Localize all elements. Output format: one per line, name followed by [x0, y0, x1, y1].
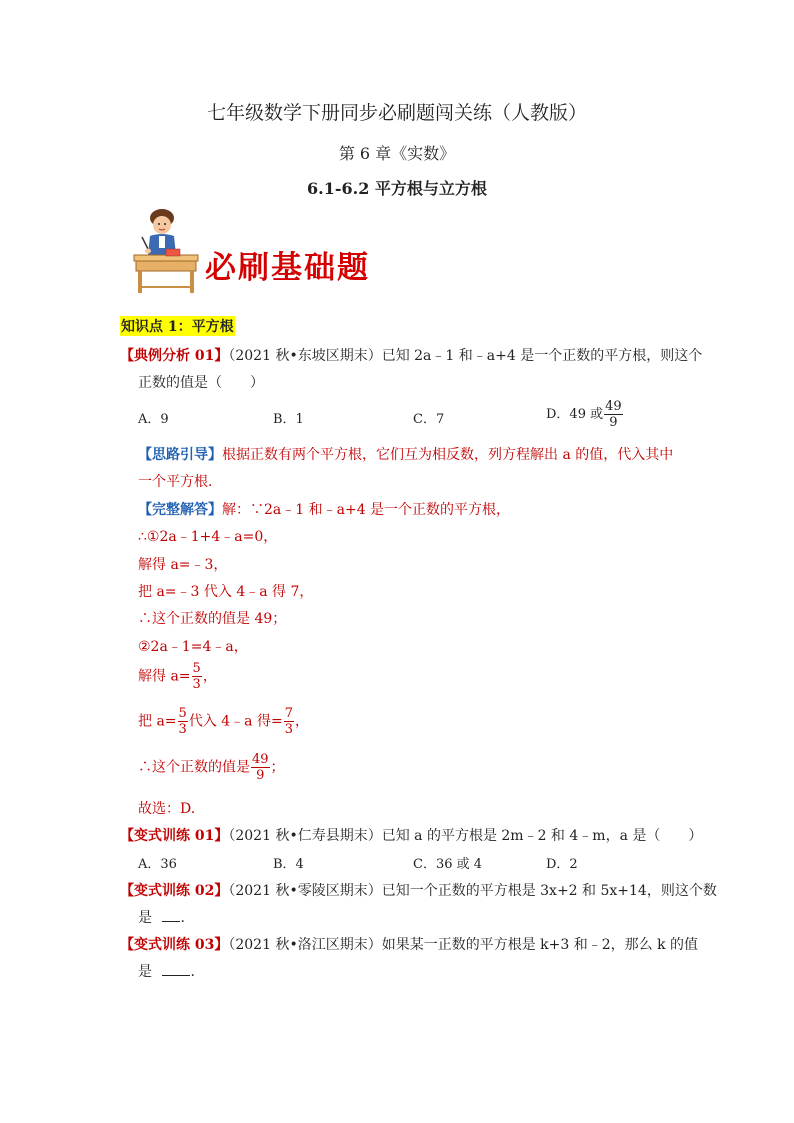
solution-line-7-fraction — [192, 661, 202, 692]
period: . — [180, 910, 185, 926]
exercise-3-text-end: 是 — [138, 964, 152, 980]
solution-line-10: 故选：D. — [138, 801, 196, 817]
example-question-line2: 正数的值是（ ） — [138, 375, 264, 391]
solution-line-9-end: ； — [270, 759, 285, 776]
exercise-1-text: （2021 秋•仁寿县期末）已知 a 的平方根是 2m﹣2 和 4﹣m，a 是（ ） — [228, 828, 703, 844]
example-option-d — [546, 399, 624, 430]
solution-line-8-fraction-1 — [178, 706, 188, 737]
fraction-denominator: 3 — [192, 677, 201, 692]
solution-line-5: ∴这个正数的值是 49； — [138, 611, 287, 627]
example-question-line1: （2021 秋•东坡区期末）已知 2a﹣1 和﹣a+4 是一个正数的平方根，则这个 — [228, 348, 703, 364]
solution-line-3: 解得 a=﹣3， — [138, 557, 228, 573]
exercise-3-line-1 — [120, 934, 698, 954]
fraction-numerator: 49 — [605, 399, 622, 414]
exercise-1-option-d: D．2 — [546, 857, 578, 872]
hint-line-1 — [138, 444, 673, 464]
example-option-a: A．9 — [138, 412, 169, 427]
example-option-b: B．1 — [273, 412, 304, 427]
hint-tag: 【思路引导】 — [138, 447, 222, 463]
student-desk-illustration — [130, 207, 202, 297]
solution-line-9 — [138, 752, 285, 783]
document-title: 七年级数学下册同步必刷题闯关练（人教版） — [206, 102, 587, 124]
fraction-numerator: 7 — [284, 706, 293, 721]
fraction-denominator: 9 — [256, 768, 265, 783]
solution-tag: 【完整解答】 — [138, 502, 222, 518]
chapter-title: 第 6 章《实数》 — [338, 144, 456, 163]
answer-blank[interactable] — [162, 963, 190, 976]
exercise-1-line — [120, 825, 702, 845]
exercise-1-option-a: A．36 — [138, 857, 177, 872]
fraction-numerator: 49 — [252, 752, 269, 767]
fraction-denominator: 9 — [609, 415, 618, 430]
knowledge-point-heading: 知识点 1：平方根 — [120, 316, 235, 336]
exercise-1-option-b: B．4 — [273, 857, 304, 872]
exercise-2-text-end: 是 — [138, 910, 152, 926]
fraction-denominator: 3 — [284, 722, 293, 737]
hint-text-line1: 根据正数有两个平方根，它们互为相反数，列方程解出 a 的值，代入其中 — [222, 447, 674, 463]
solution-line-6: ②2a﹣1=4﹣a， — [138, 639, 248, 655]
hint-text-line2: 一个平方根． — [138, 474, 222, 490]
solution-line-8 — [138, 706, 309, 737]
solution-line-7-end: ， — [202, 668, 217, 685]
fraction-numerator: 5 — [192, 661, 201, 676]
solution-line-7 — [138, 661, 217, 692]
fraction-numerator: 5 — [178, 706, 187, 721]
fraction-denominator: 3 — [178, 722, 187, 737]
period: . — [190, 964, 195, 980]
solution-line-9-fraction — [251, 752, 270, 783]
solution-line-2: ∴①2a﹣1+4﹣a=0， — [138, 529, 278, 545]
banner-heading: 必刷基础题 — [205, 250, 370, 286]
exercise-2-text: （2021 秋•零陵区期末）已知一个正数的平方根是 3x+2 和 5x+14，则这个数 — [228, 883, 717, 899]
example-tag: 【典例分析 01】 — [120, 348, 229, 364]
exercise-3-text: （2021 秋•洛江区期末）如果某一正数的平方根是 k+3 和﹣2，那么 k 的值 — [228, 937, 699, 953]
exercise-1-option-c: C．36 或 4 — [413, 857, 483, 872]
example-line-1 — [120, 345, 702, 365]
example-option-d-label: D．49 或 — [546, 407, 604, 422]
section-title: 6.1-6.2 平方根与立方根 — [307, 179, 487, 198]
option-d-fraction — [604, 399, 623, 430]
example-option-c: C．7 — [413, 412, 445, 427]
solution-line-4: 把 a=﹣3 代入 4﹣a 得 7， — [138, 584, 314, 600]
solution-text-line1: 解：∵2a﹣1 和﹣a+4 是一个正数的平方根， — [222, 502, 511, 518]
solution-line-1 — [138, 499, 510, 519]
exercise-3-tag: 【变式训练 03】 — [120, 937, 229, 953]
answer-blank[interactable] — [162, 909, 180, 922]
solution-line-8-end: ， — [294, 713, 309, 730]
exercise-2-tag: 【变式训练 02】 — [120, 883, 229, 899]
exercise-2-line-1 — [120, 880, 717, 900]
exercise-3-line-2 — [138, 961, 195, 981]
solution-line-8-middle: 代入 4﹣a 得= — [188, 713, 283, 730]
solution-line-9-text: ∴这个正数的值是 — [138, 759, 250, 776]
exercise-2-line-2 — [138, 907, 185, 927]
solution-line-8-fraction-2 — [284, 706, 294, 737]
solution-line-8-text: 把 a= — [138, 713, 177, 730]
solution-line-7-text: 解得 a= — [138, 668, 191, 685]
exercise-1-tag: 【变式训练 01】 — [120, 828, 229, 844]
